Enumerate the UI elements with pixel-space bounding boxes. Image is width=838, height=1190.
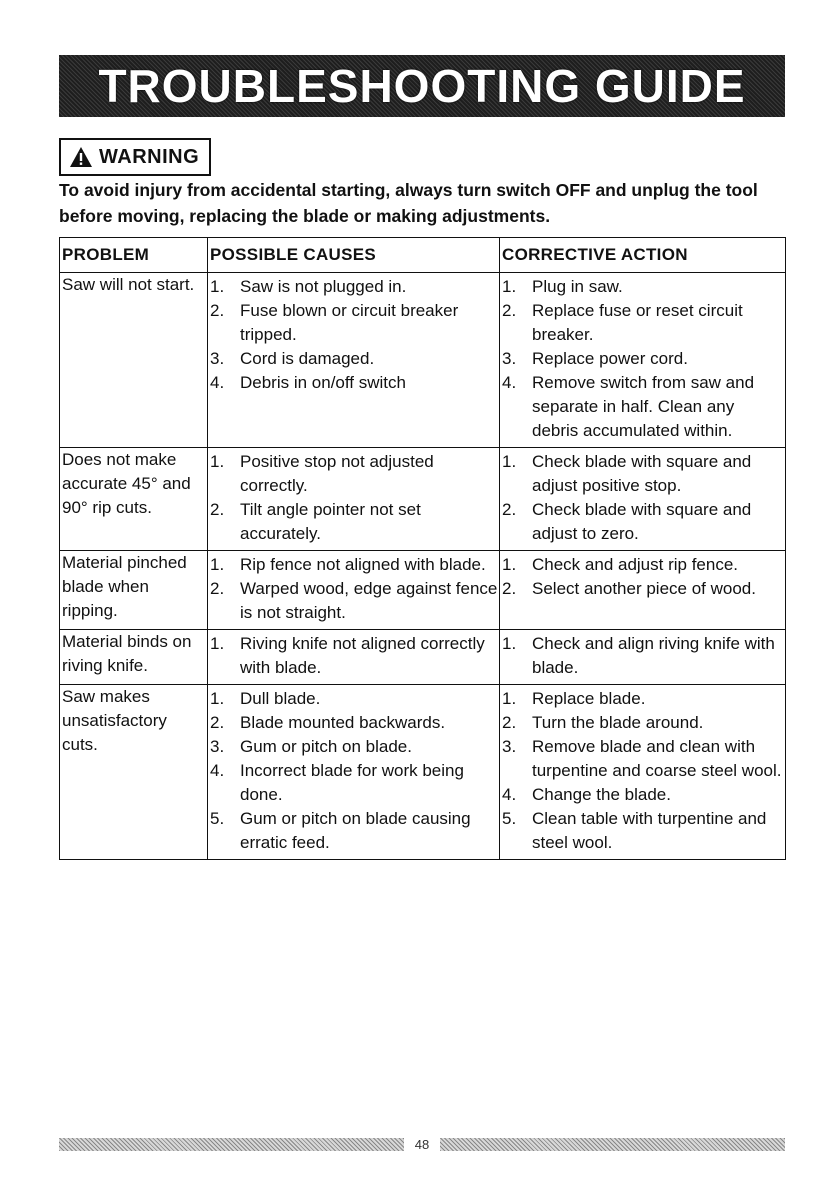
causes-cell — [208, 685, 500, 860]
item-text: Debris in on/off switch — [240, 373, 406, 392]
cause-item — [210, 347, 499, 371]
warning-triangle-icon — [69, 146, 93, 168]
table-row — [60, 551, 786, 630]
action-item — [502, 498, 785, 546]
item-text: Rip fence not aligned with blade. — [240, 555, 486, 574]
action-item — [502, 299, 785, 347]
warning-label: WARNING — [99, 145, 200, 168]
causes-cell — [208, 551, 500, 630]
item-text: Check and adjust rip fence. — [532, 555, 739, 574]
cause-item — [210, 498, 499, 546]
cause-item — [210, 807, 499, 855]
table-header-row — [60, 238, 786, 273]
causes-cell — [208, 273, 500, 448]
page-number: 48 — [414, 1136, 430, 1152]
item-number: 1. — [502, 277, 517, 296]
item-text: Positive stop not adjusted correctly. — [240, 452, 434, 495]
action-item — [502, 807, 785, 855]
cause-item — [210, 299, 499, 347]
item-text: Check and align riving knife with blade. — [532, 634, 775, 677]
item-number: 1. — [210, 452, 225, 471]
item-number: 1. — [210, 277, 225, 296]
footer-rule-left — [59, 1138, 404, 1151]
column-header-problem: PROBLEM — [60, 238, 208, 273]
item-text: Plug in saw. — [532, 277, 623, 296]
column-header-causes: POSSIBLE CAUSES — [208, 238, 500, 273]
action-cell — [500, 448, 786, 551]
item-text: Tilt angle pointer not set accurately. — [240, 500, 421, 543]
footer-rule-right — [440, 1138, 785, 1151]
action-item — [502, 577, 785, 601]
item-number: 3. — [502, 349, 517, 368]
item-number: 1. — [502, 689, 517, 708]
problem-cell: Material binds on riving knife. — [60, 630, 208, 685]
item-text: Clean table with turpentine and steel wool. — [532, 809, 767, 852]
action-item — [502, 371, 785, 443]
item-number: 3. — [210, 737, 225, 756]
action-item — [502, 275, 785, 299]
item-number: 5. — [502, 809, 517, 828]
item-text: Saw is not plugged in. — [240, 277, 407, 296]
item-number: 2. — [502, 713, 517, 732]
item-number: 4. — [210, 761, 225, 780]
item-number: 2. — [210, 301, 225, 320]
item-text: Gum or pitch on blade. — [240, 737, 412, 756]
item-text: Cord is damaged. — [240, 349, 375, 368]
action-cell — [500, 273, 786, 448]
item-text: Check blade with square and adjust to zero. — [532, 500, 752, 543]
action-item — [502, 450, 785, 498]
table-row — [60, 448, 786, 551]
action-cell — [500, 685, 786, 860]
item-number: 1. — [502, 634, 517, 653]
item-number: 1. — [502, 452, 517, 471]
item-text: Gum or pitch on blade causing erratic feed. — [240, 809, 471, 852]
action-item — [502, 711, 785, 735]
item-text: Incorrect blade for work being done. — [240, 761, 464, 804]
cause-item — [210, 577, 499, 625]
item-number: 3. — [210, 349, 225, 368]
item-text: Select another piece of wood. — [532, 579, 756, 598]
item-number: 2. — [210, 579, 225, 598]
item-number: 2. — [502, 579, 517, 598]
cause-item — [210, 687, 499, 711]
item-number: 2. — [502, 500, 517, 519]
item-number: 4. — [502, 373, 517, 392]
item-number: 1. — [210, 555, 225, 574]
cause-item — [210, 632, 499, 680]
causes-cell — [208, 630, 500, 685]
cause-item — [210, 711, 499, 735]
item-number: 2. — [502, 301, 517, 320]
action-cell — [500, 630, 786, 685]
cause-item — [210, 275, 499, 299]
troubleshooting-table — [59, 237, 786, 860]
item-text: Replace fuse or reset circuit breaker. — [532, 301, 743, 344]
page-title: TROUBLESHOOTING GUIDE — [98, 60, 746, 112]
cause-item — [210, 450, 499, 498]
item-number: 1. — [210, 634, 225, 653]
problem-cell: Does not make accurate 45° and 90° rip cuts. — [60, 448, 208, 551]
warning-badge — [59, 138, 211, 176]
cause-item — [210, 759, 499, 807]
item-number: 1. — [502, 555, 517, 574]
action-item — [502, 632, 785, 680]
problem-cell: Saw makes unsatisfactory cuts. — [60, 685, 208, 860]
problem-cell: Material pinched blade when ripping. — [60, 551, 208, 630]
action-item — [502, 783, 785, 807]
item-text: Remove switch from saw and separate in half. Clean any debris accumulated within. — [532, 373, 755, 440]
cause-item — [210, 735, 499, 759]
item-number: 2. — [210, 500, 225, 519]
item-number: 5. — [210, 809, 225, 828]
title-banner — [59, 55, 785, 117]
item-text: Check blade with square and adjust positive stop. — [532, 452, 752, 495]
item-text: Blade mounted backwards. — [240, 713, 446, 732]
action-item — [502, 347, 785, 371]
item-number: 4. — [210, 373, 225, 392]
cause-item — [210, 553, 499, 577]
item-text: Warped wood, edge against fence is not straight. — [240, 579, 498, 622]
column-header-action: CORRECTIVE ACTION — [500, 238, 786, 273]
item-number: 3. — [502, 737, 517, 756]
item-text: Turn the blade around. — [532, 713, 704, 732]
table-row — [60, 685, 786, 860]
causes-cell — [208, 448, 500, 551]
item-text: Dull blade. — [240, 689, 321, 708]
action-item — [502, 687, 785, 711]
item-text: Replace blade. — [532, 689, 646, 708]
item-text: Change the blade. — [532, 785, 671, 804]
item-text: Riving knife not aligned correctly with blade. — [240, 634, 485, 677]
cause-item — [210, 371, 499, 395]
item-text: Replace power cord. — [532, 349, 688, 368]
problem-cell: Saw will not start. — [60, 273, 208, 448]
item-number: 1. — [210, 689, 225, 708]
action-cell — [500, 551, 786, 630]
action-item — [502, 553, 785, 577]
action-item — [502, 735, 785, 783]
table-row — [60, 273, 786, 448]
warning-text: To avoid injury from accidental starting, always turn switch OFF and unplug the tool before moving, replacing the blade or making adjustments. — [59, 180, 758, 226]
table-row — [60, 630, 786, 685]
item-text: Fuse blown or circuit breaker tripped. — [240, 301, 459, 344]
page-footer — [59, 1134, 785, 1154]
item-number: 4. — [502, 785, 517, 804]
item-text: Remove blade and clean with turpentine and coarse steel wool. — [532, 737, 782, 780]
item-number: 2. — [210, 713, 225, 732]
